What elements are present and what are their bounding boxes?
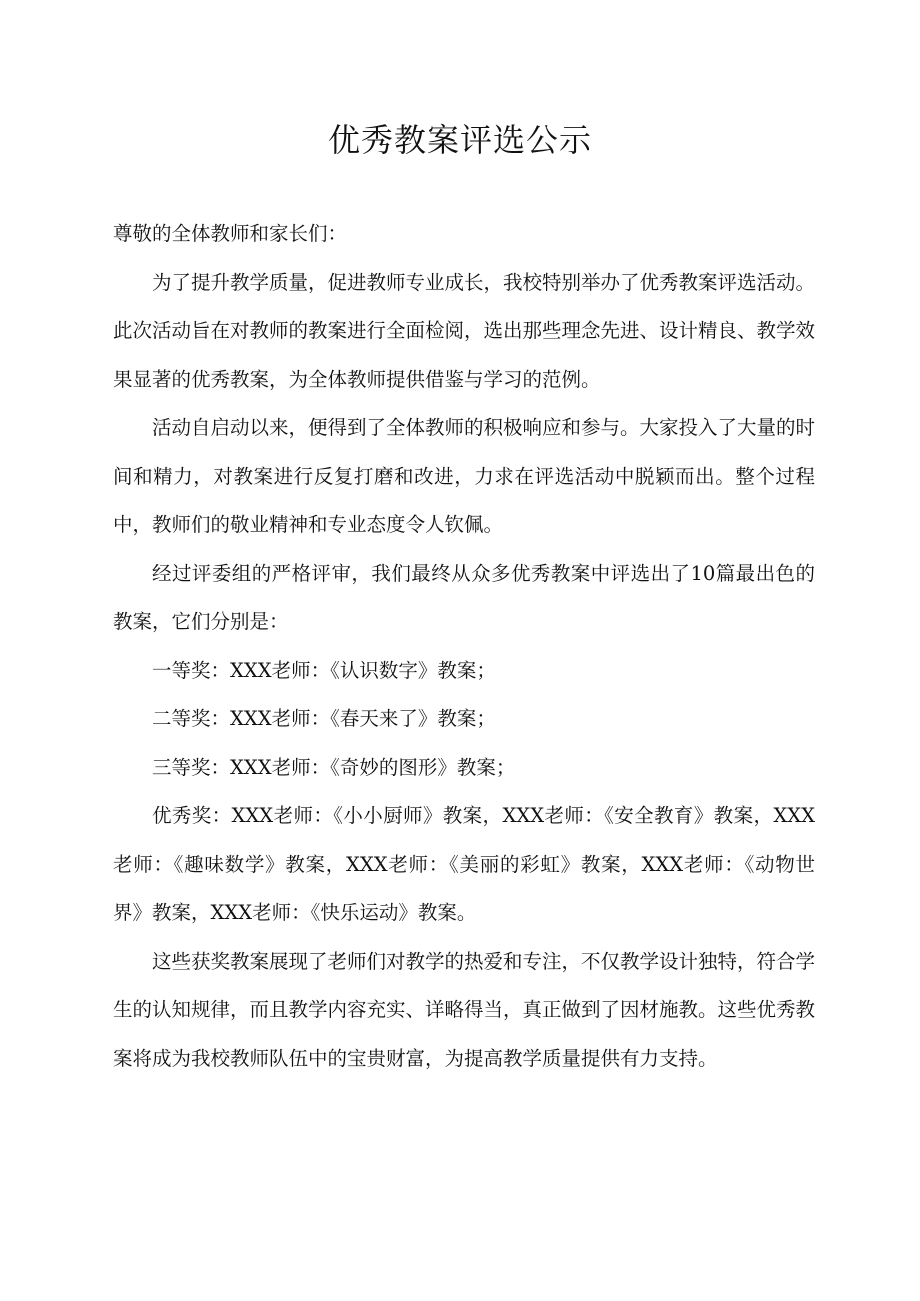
paragraph-closing: 这些获奖教案展现了老师们对教学的热爱和专注，不仅教学设计独特，符合学生的认知规律，而且教学内容充实、详略得当，真正做到了因材施教。这些优秀教案将成为我校教师队伍中的宝贵财富，为提高教学质量提供有力支持。 bbox=[113, 949, 816, 1070]
document-body bbox=[113, 210, 815, 1083]
paragraph-participation: 活动自启动以来，便得到了全体教师的积极响应和参与。大家投入了大量的时间和精力，对教案进行反复打磨和改进，力求在评选活动中脱颖而出。整个过程中，教师们的敬业精神和专业态度令人钦佩。 bbox=[113, 416, 816, 536]
award-third-prize: 三等奖：XXX老师：《奇妙的图形》教案； bbox=[152, 755, 516, 779]
document-title: 优秀教案评选公示 bbox=[327, 121, 592, 159]
paragraph-intro: 为了提升教学质量，促进教师专业成长，我校特别举办了优秀教案评选活动。此次活动旨在对教师的教案进行全面检阅，选出那些理念先进、设计精良、教学效果显著的优秀教案，为全体教师提供借鉴与学习的范例。 bbox=[113, 270, 816, 391]
award-first-prize: 一等奖：XXX老师：《认识数字》教案； bbox=[152, 658, 496, 682]
award-excellence: 优秀奖：XXX老师：《小小厨师》教案，XXX老师：《安全教育》教案，XXX老师：《趣味数学》教案，XXX老师：《美丽的彩虹》教案，XXX老师：《动物世界》教案，XXX老师：《快乐运动》教案。 bbox=[113, 804, 815, 924]
salutation: 尊敬的全体教师和家长们： bbox=[113, 222, 348, 245]
award-second-prize: 二等奖：XXX老师：《春天来了》教案； bbox=[152, 707, 496, 730]
paragraph-results: 经过评委组的严格评审，我们最终从众多优秀教案中评选出了10篇最出色的教案，它们分别是： bbox=[113, 561, 815, 633]
